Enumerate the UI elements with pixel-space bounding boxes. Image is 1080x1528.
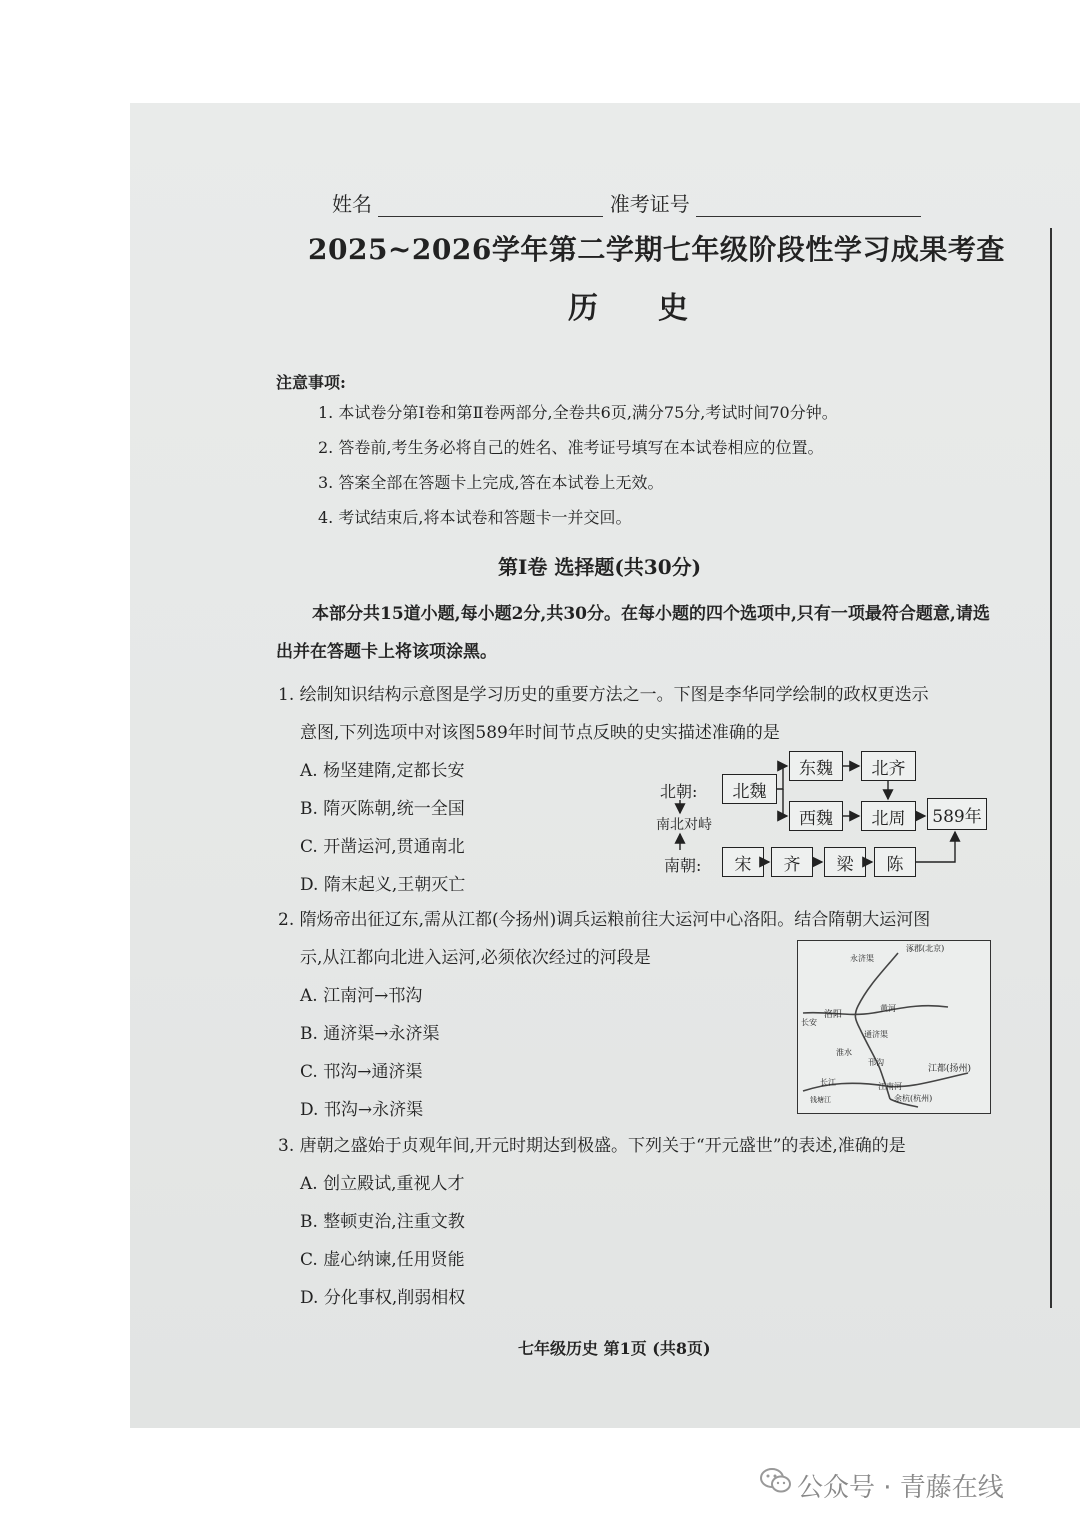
question-3-option-c: C. 虚心纳谏,任用贤能 xyxy=(300,1250,465,1270)
question-1-stem-cont: 意图,下列选项中对该图589年时间节点反映的史实描述准确的是 xyxy=(300,723,780,743)
map-label-tongji: 通济渠 xyxy=(864,1030,888,1039)
map-label-huaishui: 淮水 xyxy=(836,1048,852,1057)
notice-item: 2. 答卷前,考生务必将自己的姓名、准考证号填写在本试卷相应的位置。 xyxy=(318,438,824,457)
box-year-589: 589年 xyxy=(927,798,987,830)
exam-title: 2025~2026学年第二学期七年级阶段性学习成果考查 xyxy=(308,233,1005,266)
notice-item: 3. 答案全部在答题卡上完成,答在本试卷上无效。 xyxy=(318,473,664,492)
map-label-yuhang: 余杭(杭州) xyxy=(894,1094,933,1103)
box-liang: 梁 xyxy=(824,847,866,877)
map-label-changjiang: 长江 xyxy=(820,1078,836,1087)
box-north-wei: 北魏 xyxy=(722,774,777,804)
watermark-text: 公众号 · 青藤在线 xyxy=(797,1473,1004,1503)
section-instructions: 本部分共15道小题,每小题2分,共30分。在每小题的四个选项中,只有一项最符合题意,请选出并在答题卡上将该项涂黑。 xyxy=(276,604,990,662)
box-qi: 齐 xyxy=(771,847,813,877)
map-label-changan: 长安 xyxy=(801,1018,817,1027)
box-east-wei: 东魏 xyxy=(789,751,843,781)
question-3-option-b: B. 整顿吏治,注重文教 xyxy=(300,1212,465,1232)
box-north-zhou: 北周 xyxy=(861,801,916,831)
box-west-wei: 西魏 xyxy=(789,801,843,831)
name-label: 姓名 xyxy=(332,192,372,216)
split-label: 南北对峙 xyxy=(656,817,712,833)
south-dynasty-label: 南朝: xyxy=(664,856,702,875)
notice-heading: 注意事项: xyxy=(276,373,346,392)
subject-title: 历史 xyxy=(568,291,748,326)
question-1-option-b: B. 隋灭陈朝,统一全国 xyxy=(300,799,465,819)
map-label-yongji: 永济渠 xyxy=(850,954,874,963)
ticket-label: 准考证号 xyxy=(609,192,690,216)
map-label-jiangdu: 江都(扬州) xyxy=(928,1064,972,1074)
question-2-stem-cont: 示,从江都向北进入运河,必须依次经过的河段是 xyxy=(300,948,651,968)
grand-canal-map xyxy=(797,940,991,1114)
question-1-stem: 1. 绘制知识结构示意图是学习历史的重要方法之一。下图是李华同学绘制的政权更迭示 xyxy=(278,685,929,705)
page-footer: 七年级历史 第1页 (共8页) xyxy=(518,1339,711,1358)
question-1-option-d: D. 隋末起义,王朝灭亡 xyxy=(300,875,466,895)
question-2-stem: 2. 隋炀帝出征辽东,需从江都(今扬州)调兵运粮前往大运河中心洛阳。结合隋朝大运河图 xyxy=(278,910,931,930)
section-heading: 第Ⅰ卷 选择题(共30分) xyxy=(498,555,702,579)
question-2-option-d: D. 邗沟→永济渠 xyxy=(300,1100,424,1120)
notice-item: 4. 考试结束后,将本试卷和答题卡一并交回。 xyxy=(318,508,632,527)
box-chen: 陈 xyxy=(874,847,916,877)
question-1-option-c: C. 开凿运河,贯通南北 xyxy=(300,837,465,857)
north-dynasty-label: 北朝: xyxy=(660,782,698,801)
map-label-hangou: 邗沟 xyxy=(868,1058,884,1067)
box-north-qi: 北齐 xyxy=(861,751,916,781)
map-label-huanghe: 黄河 xyxy=(880,1004,896,1013)
question-2-option-b: B. 通济渠→永济渠 xyxy=(300,1024,440,1044)
question-3-stem: 3. 唐朝之盛始于贞观年间,开元时期达到极盛。下列关于“开元盛世”的表述,准确的是 xyxy=(278,1136,906,1156)
map-label-qiantang: 钱塘江 xyxy=(810,1096,831,1104)
question-2-option-c: C. 邗沟→通济渠 xyxy=(300,1062,423,1082)
map-label-zhuojun: 涿郡(北京) xyxy=(906,944,945,953)
question-3-option-d: D. 分化事权,削弱相权 xyxy=(300,1288,466,1308)
map-label-luoyang: 洛阳 xyxy=(824,1010,843,1020)
question-3-option-a: A. 创立殿试,重视人才 xyxy=(300,1174,465,1194)
notice-item: 1. 本试卷分第Ⅰ卷和第Ⅱ卷两部分,全卷共6页,满分75分,考试时间70分钟。 xyxy=(318,403,838,422)
question-2-option-a: A. 江南河→邗沟 xyxy=(300,986,423,1006)
map-label-jiangnan: 江南河 xyxy=(878,1082,902,1091)
box-song: 宋 xyxy=(722,847,764,877)
wechat-icon xyxy=(760,1467,792,1499)
question-1-option-a: A. 杨坚建隋,定都长安 xyxy=(300,761,465,781)
